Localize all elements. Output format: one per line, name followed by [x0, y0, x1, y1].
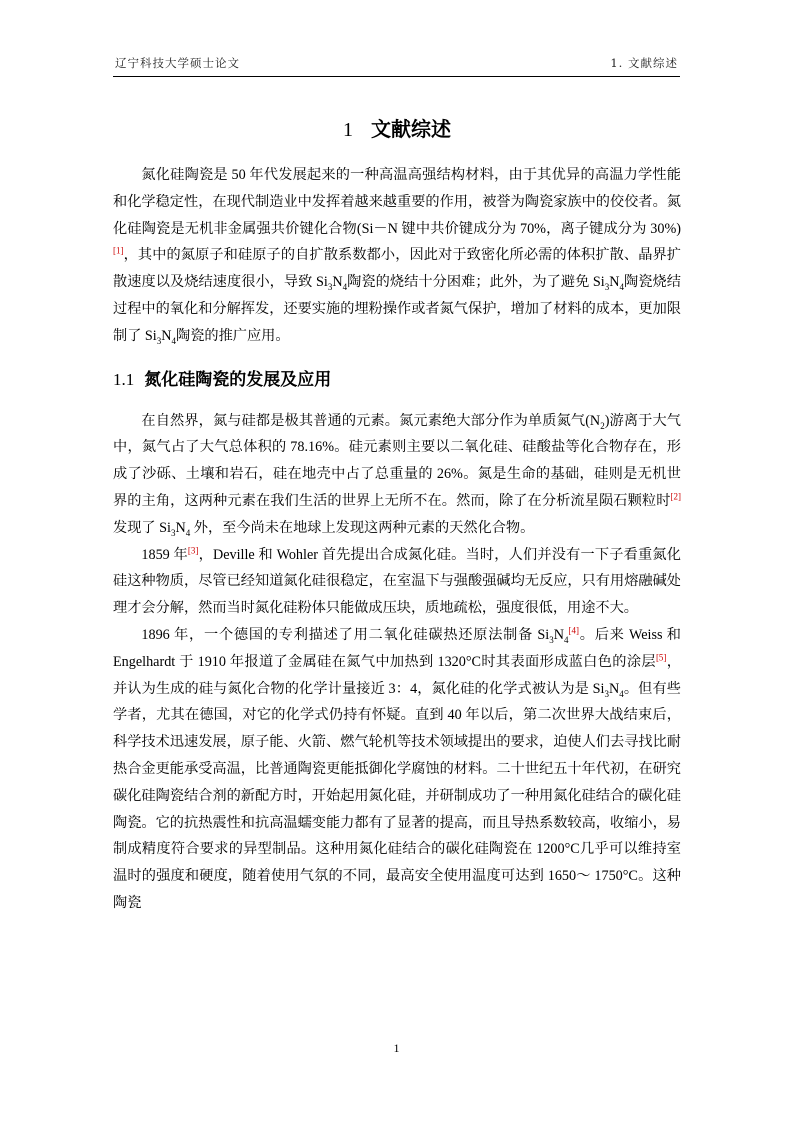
- citation-link[interactable]: [2]: [670, 491, 681, 502]
- subscript: 3: [604, 688, 609, 699]
- text-run: 陶瓷的烧结十分困难；此外，为了避免 Si: [347, 274, 605, 291]
- paragraph-elements: [113, 408, 681, 542]
- citation-link[interactable]: [5]: [655, 652, 667, 663]
- section-title: [113, 364, 681, 396]
- running-header: [113, 55, 680, 75]
- subscript: 3: [604, 282, 610, 293]
- paragraph-intro: [113, 162, 681, 350]
- text-run: 在自然界，氮与硅都是极其普通的元素。氮元素绝大部分作为单质氮气(N: [141, 412, 601, 429]
- subscript: 3: [156, 335, 162, 346]
- text-run: 。后来 Weiss 和 Engelhardt 于 1910 年报道了金属硅在氮气中加热到 1320°C时其表面形成蓝白色的涂层: [113, 626, 681, 670]
- text-run: N: [175, 519, 186, 536]
- subscript: 4: [342, 282, 348, 293]
- text-run: 外，至今尚未在地球上发现这两种元素的天然化合物。: [190, 519, 535, 536]
- section-number: 1.1: [113, 369, 135, 389]
- subscript: 4: [619, 282, 624, 293]
- text-run: N: [332, 274, 343, 291]
- subscript: 3: [170, 527, 176, 538]
- subscript: 3: [327, 282, 333, 293]
- text-run: 1859 年: [141, 546, 188, 563]
- citation-link[interactable]: [3]: [187, 544, 199, 555]
- subscript: 4: [563, 634, 569, 645]
- header-divider: [113, 76, 680, 77]
- text-run: 发现了 Si: [113, 519, 171, 536]
- paragraph-1896: [113, 622, 681, 917]
- paragraph-1859: [113, 542, 681, 622]
- text-run: 氮化硅陶瓷是 50 年代发展起来的一种高温高强结构材料，由于其优异的高温力学性能和化学稳定性，在现代制造业中发挥着越来越重要的作用，被誉为陶瓷家族中的佼佼者。氮化硅陶瓷是无机非金属强共价键化合物(Si－N 键中共价键成分为 70%，离子键成分为 30%): [113, 167, 681, 237]
- text-run: N: [609, 274, 620, 291]
- text-run: 陶瓷的推广应用。: [176, 327, 290, 344]
- text-run: ，其中的氮原子和硅原子的自扩散系数都小，因此对于致密化所必需的体积扩散、晶界扩散速度以及烧结速度很小，导致 Si: [113, 247, 681, 291]
- chapter-title: [113, 112, 681, 147]
- page-number: 1: [393, 1041, 400, 1055]
- subscript: 3: [549, 634, 554, 645]
- subscript: 2: [600, 420, 605, 431]
- text-run: N: [553, 626, 564, 643]
- text-run: )游离于大气中，氮气占了大气总体积的 78.16%。硅元素则主要以二氧化硅、硅酸盐等化合物存在，形成了沙砾、土壤和岩石，硅在地壳中占了总重量的 26%。氮是生命的基础，硅则是无机世界的主角，这两种元素在我们生活的世界上无所不在。然而，除了在分析流星陨石颗粒时: [113, 412, 681, 509]
- text-run: ，Deville 和 Wohler 首先提出合成氮化硅。当时，人们并没有一下子看重氮化硅这种物质，尽管已经知道氮化硅很稳定，在室温下与强酸强碱均无反应，只有用熔融碱处理才会分解，然而当时氮化硅粉体只能做成压块，质地疏松，强度很低，用途不大。: [113, 546, 681, 617]
- text-run: N: [609, 680, 620, 697]
- chapter-title-text: 文献综述: [371, 117, 451, 141]
- chapter-number: 1: [343, 119, 353, 141]
- subscript: 4: [171, 335, 177, 346]
- text-run: 陶瓷烧结过程中的氧化和分解挥发，还要实施的埋粉操作或者氮气保护，增加了材料的成本，更加限制了 Si: [113, 274, 681, 344]
- header-thesis-title: 辽宁科技大学硕士论文: [115, 56, 240, 70]
- page-body: [113, 112, 681, 917]
- header-chapter: 1. 文献综述: [610, 56, 678, 70]
- text-run: 。但有些学者，尤其在德国，对它的化学式仍持有怀疑。直到 40 年以后，第二次世界大战结束后，科学技术迅速发展，原子能、火箭、燃气轮机等技术领域提出的要求，迫使人们去寻找比耐热合金更能承受高温，比普通陶瓷更能抵御化学腐蚀的材料。二十世纪五十年代初，在研究碳化硅陶瓷结合剂的新配方时，开始起用氮化硅，并研制成功了一种用氮化硅结合的碳化硅陶瓷。它的抗热震性和抗高温蠕变能力都有了显著的提高，而且导热系数较高，收缩小，易制成精度符合要求的异型制品。这种用氮化硅结合的碳化硅陶瓷在 1200°C几乎可以维持室温时的强度和硬度，随着使用气氛的不同，最高安全使用温度可达到 1650～ 1750°C。这种陶瓷: [113, 680, 681, 911]
- citation-link[interactable]: [4]: [568, 625, 579, 636]
- section-title-text: 氮化硅陶瓷的发展及应用: [144, 369, 332, 390]
- text-run: ，并认为生成的硅与氮化合物的化学计量接近 3：4，氮化硅的化学式被认为是 Si: [113, 653, 681, 697]
- subscript: 4: [619, 688, 624, 699]
- text-run: N: [161, 327, 172, 344]
- text-run: 1896 年，一个德国的专利描述了用二氧化硅碳热还原法制备 Si: [141, 626, 550, 643]
- citation-link[interactable]: [1]: [113, 245, 124, 256]
- subscript: 4: [185, 527, 191, 538]
